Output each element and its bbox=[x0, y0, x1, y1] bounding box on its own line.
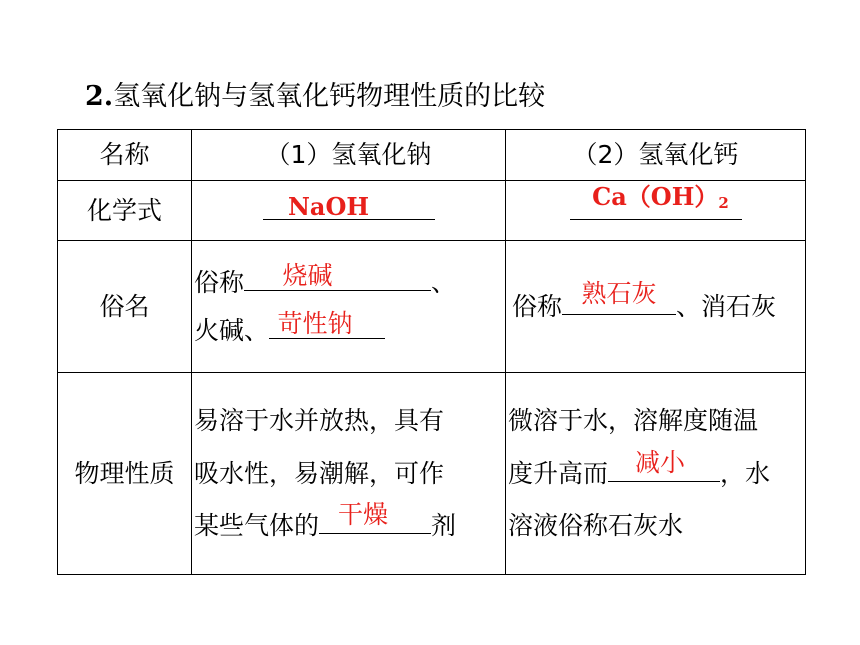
comparison-table bbox=[57, 129, 806, 575]
header-caoh: （2）氢氧化钙 bbox=[572, 140, 739, 169]
common-name-naoh-cell bbox=[192, 241, 506, 373]
physical-naoh-line3-suffix: 剂 bbox=[431, 511, 457, 540]
physical-caoh-cell bbox=[506, 373, 806, 575]
physical-naoh-blank bbox=[319, 500, 431, 534]
physical-naoh-line3 bbox=[194, 500, 503, 553]
physical-naoh-line1: 易溶于水并放热，具有 bbox=[194, 406, 445, 435]
formula-naoh-answer: NaOH bbox=[287, 191, 370, 221]
physical-caoh-line2-suffix: ，水 bbox=[720, 458, 771, 488]
physical-caoh-line2 bbox=[508, 448, 803, 501]
physical-naoh-line2: 吸水性，易潮解，可作 bbox=[194, 458, 445, 488]
physical-caoh-blank bbox=[608, 447, 720, 482]
common-name-caoh-cell bbox=[506, 241, 806, 373]
common-name-label-cell bbox=[58, 241, 192, 373]
common-name-caoh-prefix: 俗称 bbox=[512, 291, 563, 321]
formula-naoh-cell bbox=[192, 181, 506, 241]
header-naoh-cell bbox=[192, 130, 506, 181]
physical-naoh-answer: 干燥 bbox=[338, 500, 389, 529]
formula-label-cell bbox=[58, 181, 192, 241]
formula-caoh-blank bbox=[570, 181, 742, 220]
common-name-naoh-answer2: 苛性钠 bbox=[277, 308, 353, 338]
common-name-label: 俗名 bbox=[99, 291, 150, 321]
common-name-naoh-line1 bbox=[194, 259, 503, 307]
common-name-naoh-mid: 火碱、 bbox=[194, 315, 270, 345]
physical-label: 物理性质 bbox=[74, 458, 175, 488]
header-naoh: （1）氢氧化钠 bbox=[265, 140, 432, 169]
formula-caoh-cell bbox=[506, 181, 806, 241]
common-name-naoh-blank1 bbox=[244, 261, 431, 291]
heading-text: 氢氧化钠与氢氧化钙物理性质的比较 bbox=[113, 81, 546, 112]
physical-caoh-line2-prefix: 度升高而 bbox=[508, 458, 609, 488]
header-name-cell bbox=[58, 130, 192, 181]
physical-caoh-answer: 减小 bbox=[635, 447, 686, 477]
common-name-naoh-answer1: 烧碱 bbox=[282, 261, 333, 290]
common-name-naoh-sep: 、 bbox=[431, 268, 457, 297]
header-name: 名称 bbox=[99, 140, 150, 169]
heading-number: 2. bbox=[85, 81, 114, 112]
formula-caoh-main: Ca（OH） bbox=[592, 181, 719, 211]
physical-row bbox=[58, 373, 806, 575]
common-name-naoh-prefix: 俗称 bbox=[194, 268, 245, 297]
common-name-naoh-blank2 bbox=[269, 308, 385, 339]
formula-caoh-subscript: 2 bbox=[718, 193, 729, 212]
formula-naoh-blank bbox=[263, 191, 435, 221]
common-name-naoh-line2 bbox=[194, 307, 503, 355]
physical-label-cell bbox=[58, 373, 192, 575]
common-name-caoh-suffix: 、消石灰 bbox=[676, 291, 777, 321]
physical-caoh-line3: 溶液俗称石灰水 bbox=[508, 511, 684, 540]
section-heading bbox=[85, 74, 545, 113]
formula-caoh-answer bbox=[570, 181, 752, 212]
formula-label: 化学式 bbox=[86, 195, 162, 225]
common-name-caoh-blank bbox=[562, 278, 676, 315]
physical-naoh-cell bbox=[192, 373, 506, 575]
formula-row bbox=[58, 181, 806, 241]
common-name-row bbox=[58, 241, 806, 373]
physical-naoh-line3-prefix: 某些气体的 bbox=[194, 511, 320, 540]
header-caoh-cell bbox=[506, 130, 806, 181]
physical-caoh-line1: 微溶于水，溶解度随温 bbox=[508, 406, 759, 435]
common-name-caoh-answer: 熟石灰 bbox=[581, 278, 657, 308]
header-row bbox=[58, 130, 806, 181]
common-name-caoh-line bbox=[506, 278, 805, 329]
